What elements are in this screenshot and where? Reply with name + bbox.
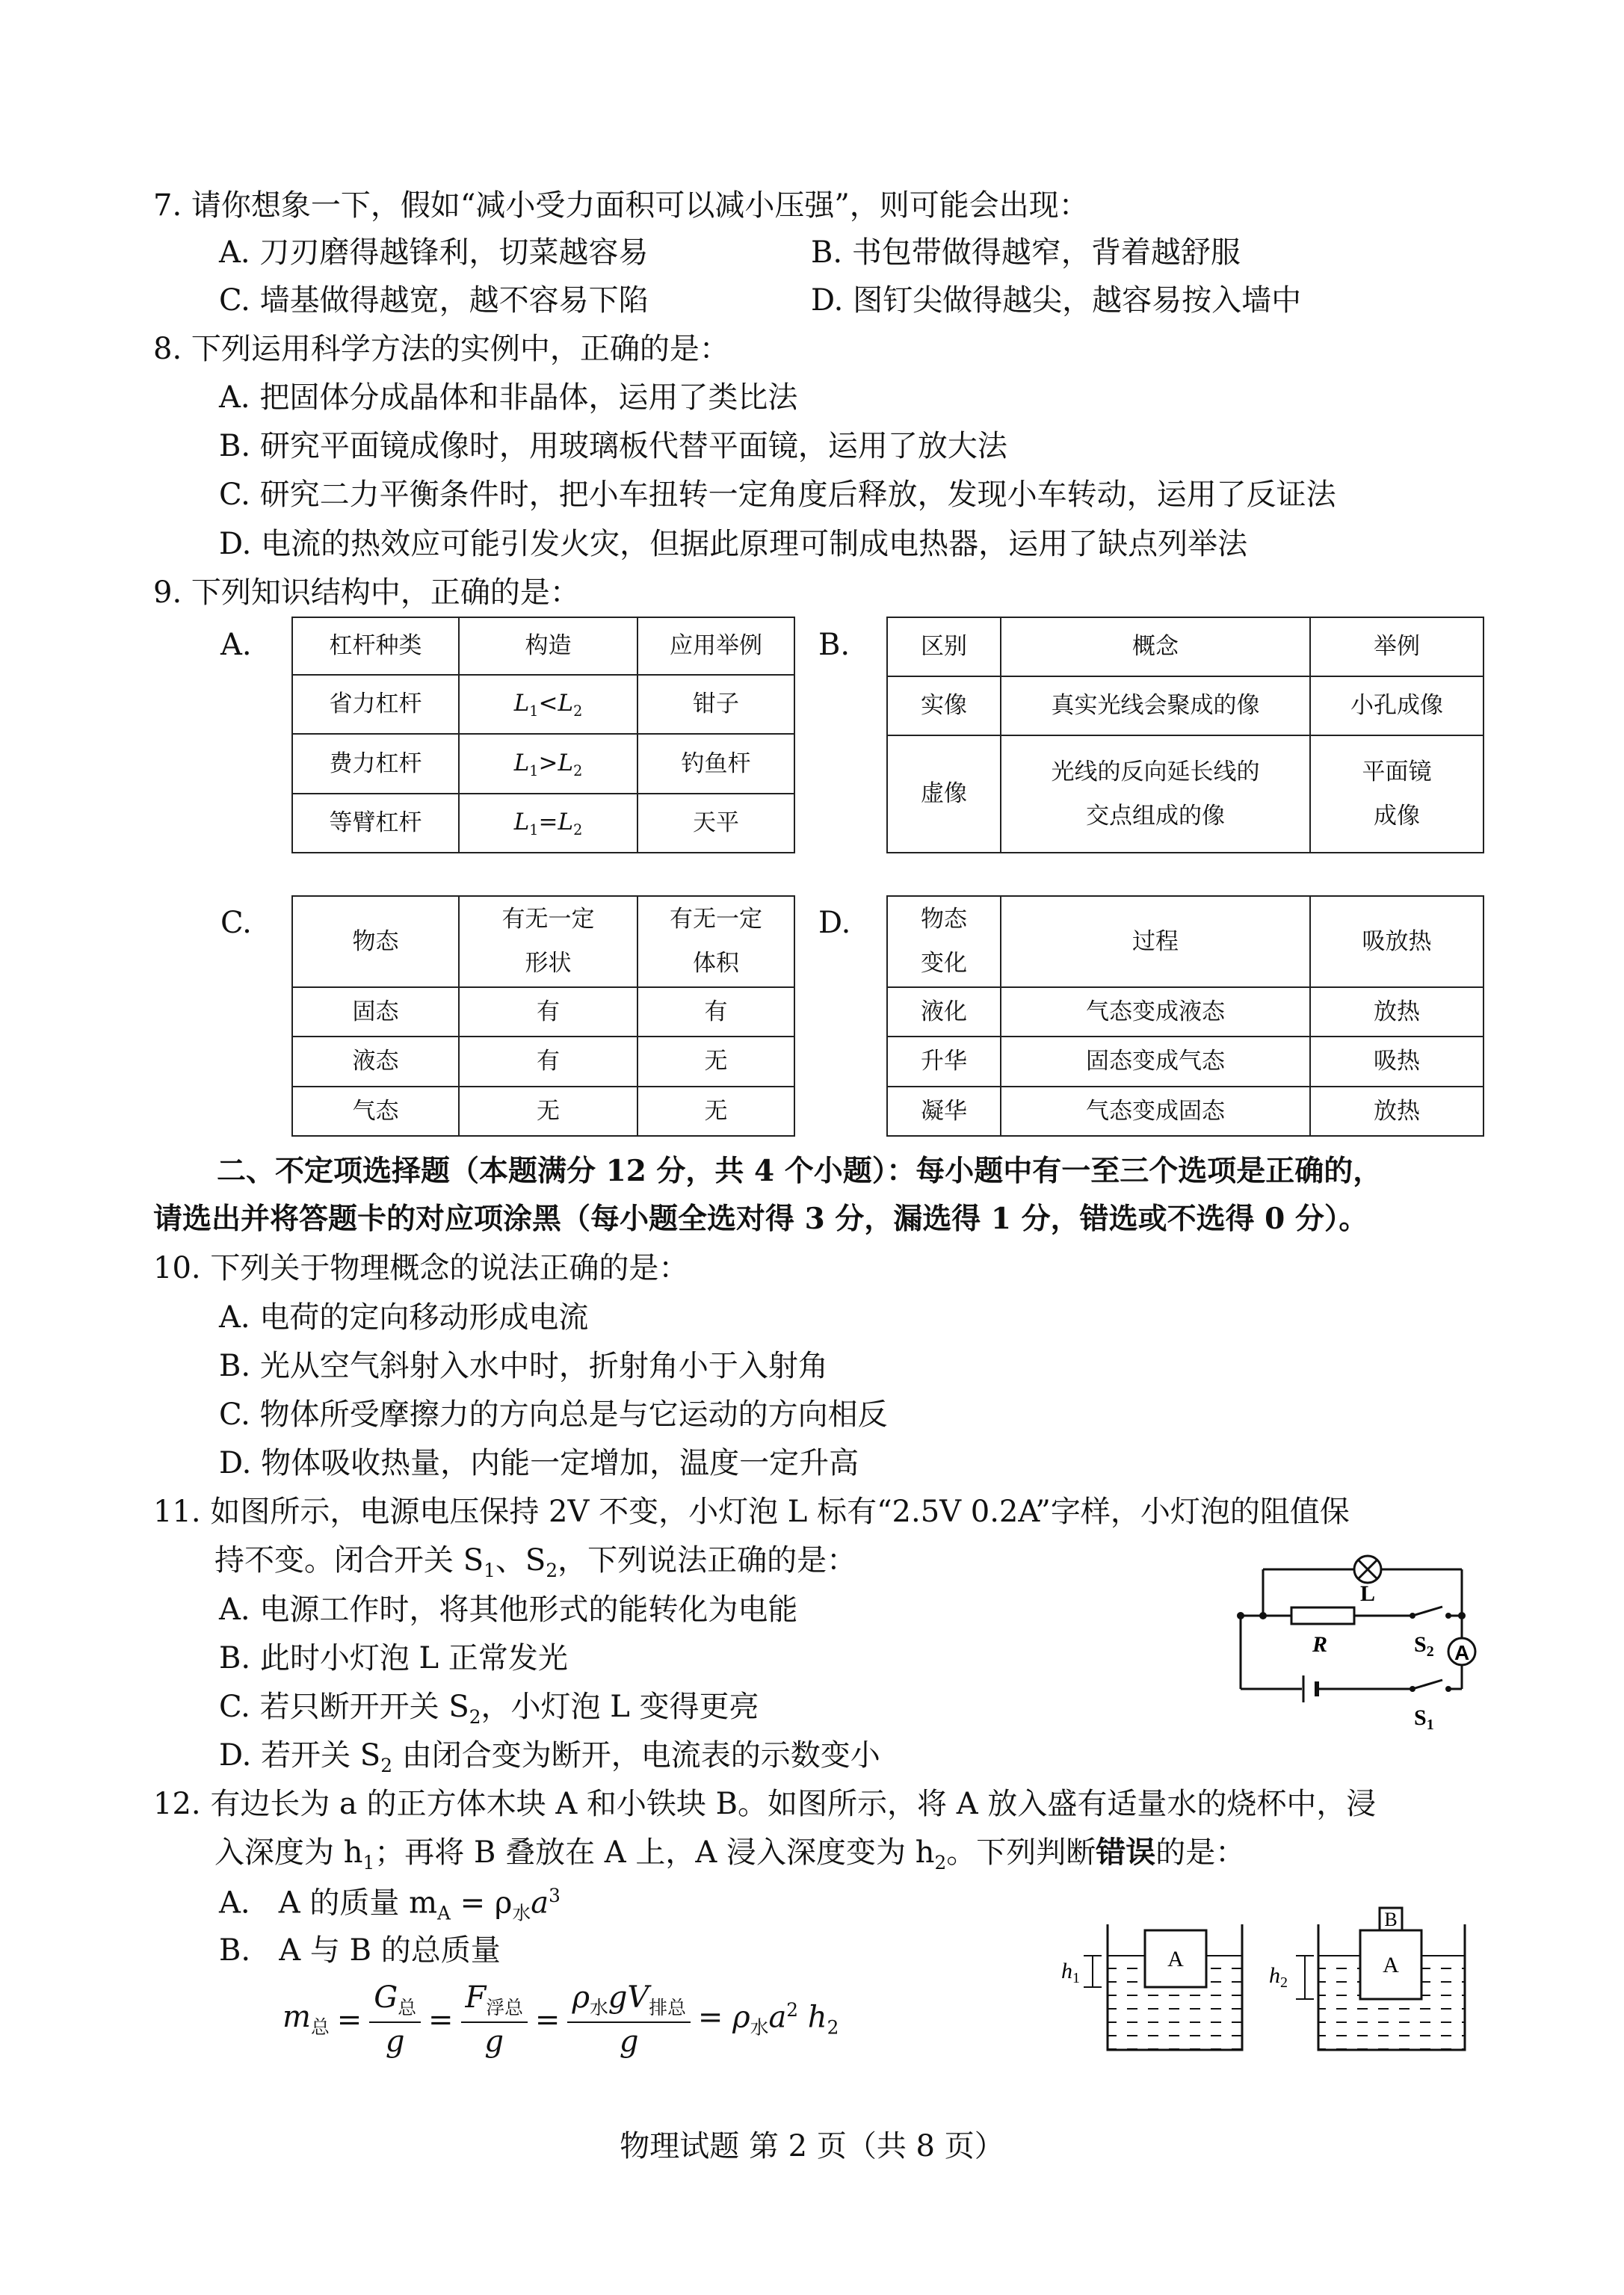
table-a [291, 617, 795, 853]
q11-stem-line2: 持不变。闭合开关 $S_1$、$S_2$，下列说法正确的是： [214, 1543, 857, 1581]
junction-dot [1237, 1612, 1244, 1619]
table-cell: $L_1<L_2$ [459, 675, 637, 734]
lamp-label: L [1360, 1581, 1376, 1606]
table-cell: 液态 [292, 1037, 459, 1086]
h1-label: $h_1$ [1061, 1959, 1080, 1986]
block-b-label: B [1384, 1909, 1398, 1930]
q10-option-a: A. 电荷的定向移动形成电流 [219, 1300, 589, 1335]
table-d-label: D. [818, 906, 851, 940]
table-cell: 钳子 [637, 675, 794, 734]
table-c-header: 有无一定 体积 [637, 896, 794, 987]
q10-stem: 10. 下列关于物理概念的说法正确的是： [153, 1251, 689, 1285]
table-c-label: C. [220, 906, 252, 940]
fraction: $\frac{\rho_水gV_{排总}}{g}$ [567, 1980, 690, 2059]
q8-option-d: D. 电流的热效应可能引发火灾，但据此原理可制成电热器，运用了缺点列举法 [219, 527, 1248, 561]
q7-stem: 7. 请你想象一下，假如“减小受力面积可以减小压强”，则可能会出现： [153, 188, 1089, 223]
table-cell: 实像 [887, 676, 1001, 735]
table-cell: 小孔成像 [1310, 676, 1483, 735]
table-cell: 放热 [1310, 987, 1483, 1037]
table-c-header: 有无一定 形状 [459, 896, 637, 987]
switch-s2-icon [1412, 1607, 1442, 1616]
switch-contact [1445, 1686, 1451, 1692]
q11-option-a: A. 电源工作时，将其他形式的能转化为电能 [219, 1593, 798, 1627]
q12-option-b: B. A 与 B 的总质量 [219, 1933, 501, 1968]
q12-stem-line1: 12. 有边长为 a 的正方体木块 A 和小铁块 B。如图所示，将 A 放入盛有适量水的烧杯中，浸 [153, 1787, 1377, 1821]
table-cell: 凝华 [887, 1087, 1001, 1136]
s1-label: $S_1$ [1414, 1705, 1434, 1733]
table-cell: 有 [637, 987, 794, 1037]
table-cell: 钓鱼杆 [637, 734, 794, 793]
table-cell: 无 [637, 1037, 794, 1086]
table-cell: $L_1=L_2$ [459, 794, 637, 853]
section2-line2: 请选出并将答题卡的对应项涂黑（每小题全选对得 3 分，漏选得 1 分，错选或不选得 0 分）。 [153, 1202, 1368, 1236]
block-a-label: A [1383, 1953, 1399, 1977]
q11-option-d: D. 若开关 $S_2$ 由闭合变为断开，电流表的示数变小 [219, 1738, 880, 1776]
table-a-header: 应用举例 [637, 617, 794, 675]
table-cell: 等臂杠杆 [292, 794, 459, 853]
q8-stem: 8. 下列运用科学方法的实例中，正确的是： [153, 332, 729, 366]
q11-option-c: C. 若只断开开关 $S_2$，小灯泡 L 变得更亮 [219, 1690, 759, 1728]
page-footer: 物理试题 第 2 页（共 8 页） [620, 2129, 1004, 2163]
table-cell: 有 [459, 987, 637, 1037]
table-cell: 气态变成固态 [1001, 1087, 1310, 1136]
block-a-label: A [1167, 1947, 1184, 1971]
table-cell: 气态变成液态 [1001, 987, 1310, 1037]
table-cell: 液化 [887, 987, 1001, 1037]
q12-stem-line2: 入深度为 $h_1$；再将 B 叠放在 A 上，A 浸入深度变为 $h_2$。下列判断错误的是： [214, 1835, 1246, 1874]
q7-option-d: D. 图钉尖做得越尖，越容易按入墙中 [811, 283, 1302, 318]
table-b-header: 概念 [1001, 617, 1310, 676]
table-a-header: 构造 [459, 617, 637, 675]
table-b [886, 617, 1484, 853]
q7-option-c: C. 墙基做得越宽，越不容易下陷 [219, 283, 649, 318]
table-c [291, 895, 795, 1137]
q7-option-b: B. 书包带做得越窄，背着越舒服 [811, 235, 1241, 270]
ammeter-label: A [1454, 1641, 1470, 1664]
table-d-header: 物态 变化 [887, 896, 1001, 987]
table-cell: 固态 [292, 987, 459, 1037]
table-cell: 气态 [292, 1087, 459, 1136]
table-b-label: B. [818, 628, 850, 662]
table-d-header: 吸放热 [1310, 896, 1483, 987]
switch-contact [1410, 1613, 1415, 1619]
table-cell: 平面镜 成像 [1310, 735, 1483, 853]
table-d-header: 过程 [1001, 896, 1310, 987]
h2-label: $h_2$ [1269, 1963, 1288, 1991]
q7-option-a: A. 刀刃磨得越锋利，切菜越容易 [219, 235, 649, 270]
table-a-header: 杠杆种类 [292, 617, 459, 675]
table-cell: $L_1>L_2$ [459, 734, 637, 793]
q8-option-a: A. 把固体分成晶体和非晶体，运用了类比法 [219, 380, 798, 415]
q10-option-b: B. 光从空气斜射入水中时，折射角小于入射角 [219, 1349, 828, 1383]
switch-contact [1445, 1613, 1451, 1619]
table-c-header: 物态 [292, 896, 459, 987]
circuit-diagram [1233, 1539, 1480, 1756]
fraction: $\frac{G_总}{g}$ [369, 1980, 421, 2059]
q9-stem: 9. 下列知识结构中，正确的是： [153, 575, 580, 610]
table-cell: 有 [459, 1037, 637, 1086]
q10-option-c: C. 物体所受摩擦力的方向总是与它运动的方向相反 [219, 1397, 888, 1432]
table-cell: 费力杠杆 [292, 734, 459, 793]
q8-option-c: C. 研究二力平衡条件时，把小车扭转一定角度后释放，发现小车转动，运用了反证法 [219, 478, 1336, 512]
table-cell: 固态变成气态 [1001, 1037, 1310, 1086]
switch-contact [1410, 1686, 1415, 1692]
table-cell: 放热 [1310, 1087, 1483, 1136]
table-b-header: 举例 [1310, 617, 1483, 676]
table-cell: 省力杠杆 [292, 675, 459, 734]
table-d [886, 895, 1484, 1137]
q12-option-a: A. A 的质量 $m_A = \rho_水a^3$ [219, 1885, 561, 1924]
table-cell: 吸热 [1310, 1037, 1483, 1086]
table-cell: 无 [459, 1087, 637, 1136]
q10-option-d: D. 物体吸收热量，内能一定增加，温度一定升高 [219, 1446, 859, 1480]
table-cell: 真实光线会聚成的像 [1001, 676, 1310, 735]
resistor-icon [1291, 1607, 1354, 1624]
beaker-figure [1061, 1894, 1480, 2066]
q11-stem-line1: 11. 如图所示，电源电压保持 2V 不变，小灯泡 L 标有“2.5V 0.2A”字样，小灯泡的阻值保 [153, 1495, 1350, 1529]
switch-s1-icon [1412, 1680, 1442, 1689]
fraction: $\frac{F_{浮总}}{g}$ [461, 1980, 528, 2059]
table-cell: 虚像 [887, 735, 1001, 853]
table-a-label: A. [220, 628, 252, 662]
table-cell: 升华 [887, 1037, 1001, 1086]
s2-label: $S_2$ [1414, 1632, 1434, 1660]
mass-formula: $m_总$ = $\frac{G_总}{g}$ = $\frac{F_{浮总}}{g}$ = $\frac{\rho_水gV_{排总}}{g}$ = $\rho_水a^2$ $h_2$ [282, 1980, 839, 2059]
table-cell: 光线的反向延长线的 交点组成的像 [1001, 735, 1310, 853]
q8-option-b: B. 研究平面镜成像时，用玻璃板代替平面镜，运用了放大法 [219, 429, 1007, 463]
table-cell: 无 [637, 1087, 794, 1136]
q11-option-b: B. 此时小灯泡 L 正常发光 [219, 1641, 568, 1675]
section2-line1: 二、不定项选择题（本题满分 12 分，共 4 个小题）：每小题中有一至三个选项是正确的， [217, 1154, 1383, 1188]
table-b-header: 区别 [887, 617, 1001, 676]
table-cell: 天平 [637, 794, 794, 853]
resistor-label: R [1312, 1632, 1328, 1657]
